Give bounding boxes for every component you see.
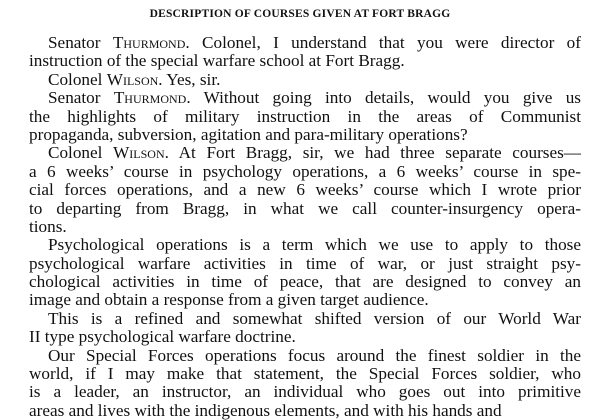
text-line: [29, 291, 581, 309]
text-line: [29, 108, 581, 126]
text-line: [29, 402, 581, 420]
text-segment: instruction of the special warfare school at Fort Bragg.: [29, 51, 405, 71]
page-heading: DESCRIPTION OF COURSES GIVEN AT FORT BRAGG: [149, 8, 451, 20]
text-line: [29, 34, 581, 52]
text-line: [29, 328, 581, 346]
paragraph: [29, 144, 581, 236]
paragraph: [29, 347, 581, 420]
text-segment: chological activities in time of peace, that are designed to convey an: [29, 272, 581, 292]
text-line: [29, 255, 581, 273]
text-segment: Senator: [48, 33, 113, 52]
paragraph: [29, 34, 581, 71]
text-line: [29, 126, 581, 144]
speaker-name: Wilson.: [106, 69, 163, 89]
text-segment: Psychological operations is a term which we use to apply to those: [48, 235, 581, 255]
text-line: [29, 89, 581, 107]
paragraph: [29, 71, 581, 89]
text-line: [29, 200, 581, 218]
text-segment: propaganda, subversion, agitation and para-military operations?: [29, 124, 468, 144]
speaker-name: Thurmond.: [112, 33, 190, 52]
text-line: [29, 310, 581, 328]
text-segment: At Fort Bragg, sir, we had three separate courses—: [168, 143, 581, 163]
text-segment: is a leader, an instructor, an individual who goes out into primitive: [29, 382, 581, 402]
paragraph: [29, 236, 581, 310]
text-segment: tions.: [29, 216, 67, 236]
text-segment: Colonel, I understand that you were director of: [189, 33, 581, 52]
text-line: [29, 163, 581, 181]
text-segment: to departing from Bragg, in what we call counter-insurgency opera-: [29, 198, 581, 218]
text-segment: world, if I may make that statement, the Special Forces soldier, who: [29, 364, 581, 384]
text-segment: Colonel: [48, 143, 114, 163]
text-segment: Senator: [48, 88, 114, 108]
paragraph: [29, 89, 581, 144]
text-line: [29, 218, 581, 236]
text-segment: a 6 weeks’ course in psychology operations, a 6 weeks’ course in spe-: [29, 161, 581, 181]
text-line: [29, 236, 581, 254]
text-segment: Yes, sir.: [162, 69, 221, 89]
text-line: [29, 347, 581, 365]
text-segment: Our Special Forces operations focus around the finest soldier in the: [48, 345, 581, 365]
text-line: [29, 365, 581, 383]
text-segment: psychological warfare activities in time of war, or just straight psy-: [29, 253, 581, 273]
speaker-name: Thurmond.: [113, 88, 191, 108]
text-line: [29, 383, 581, 401]
transcript-body: [29, 34, 581, 420]
text-segment: the highlights of military instruction in the areas of Communist: [29, 106, 581, 126]
text-segment: II type psychological warfare doctrine.: [29, 327, 296, 347]
text-line: [29, 181, 581, 199]
speaker-name: Wilson.: [113, 143, 169, 163]
text-segment: This is a refined and somewhat shifted version of our World War: [48, 308, 581, 328]
text-line: [29, 144, 581, 162]
text-segment: image and obtain a response from a given target audience.: [29, 290, 429, 310]
text-segment: cial forces operations, and a new 6 weeks’ course which I wrote prior: [29, 180, 581, 200]
text-segment: Without going into details, would you give us: [190, 88, 581, 108]
text-segment: Colonel: [48, 69, 107, 89]
text-segment: areas and lives with the indigenous elements, and with his hands and: [29, 400, 502, 420]
text-line: [29, 71, 581, 89]
text-line: [29, 273, 581, 291]
paragraph: [29, 310, 581, 347]
text-line: [29, 52, 581, 70]
